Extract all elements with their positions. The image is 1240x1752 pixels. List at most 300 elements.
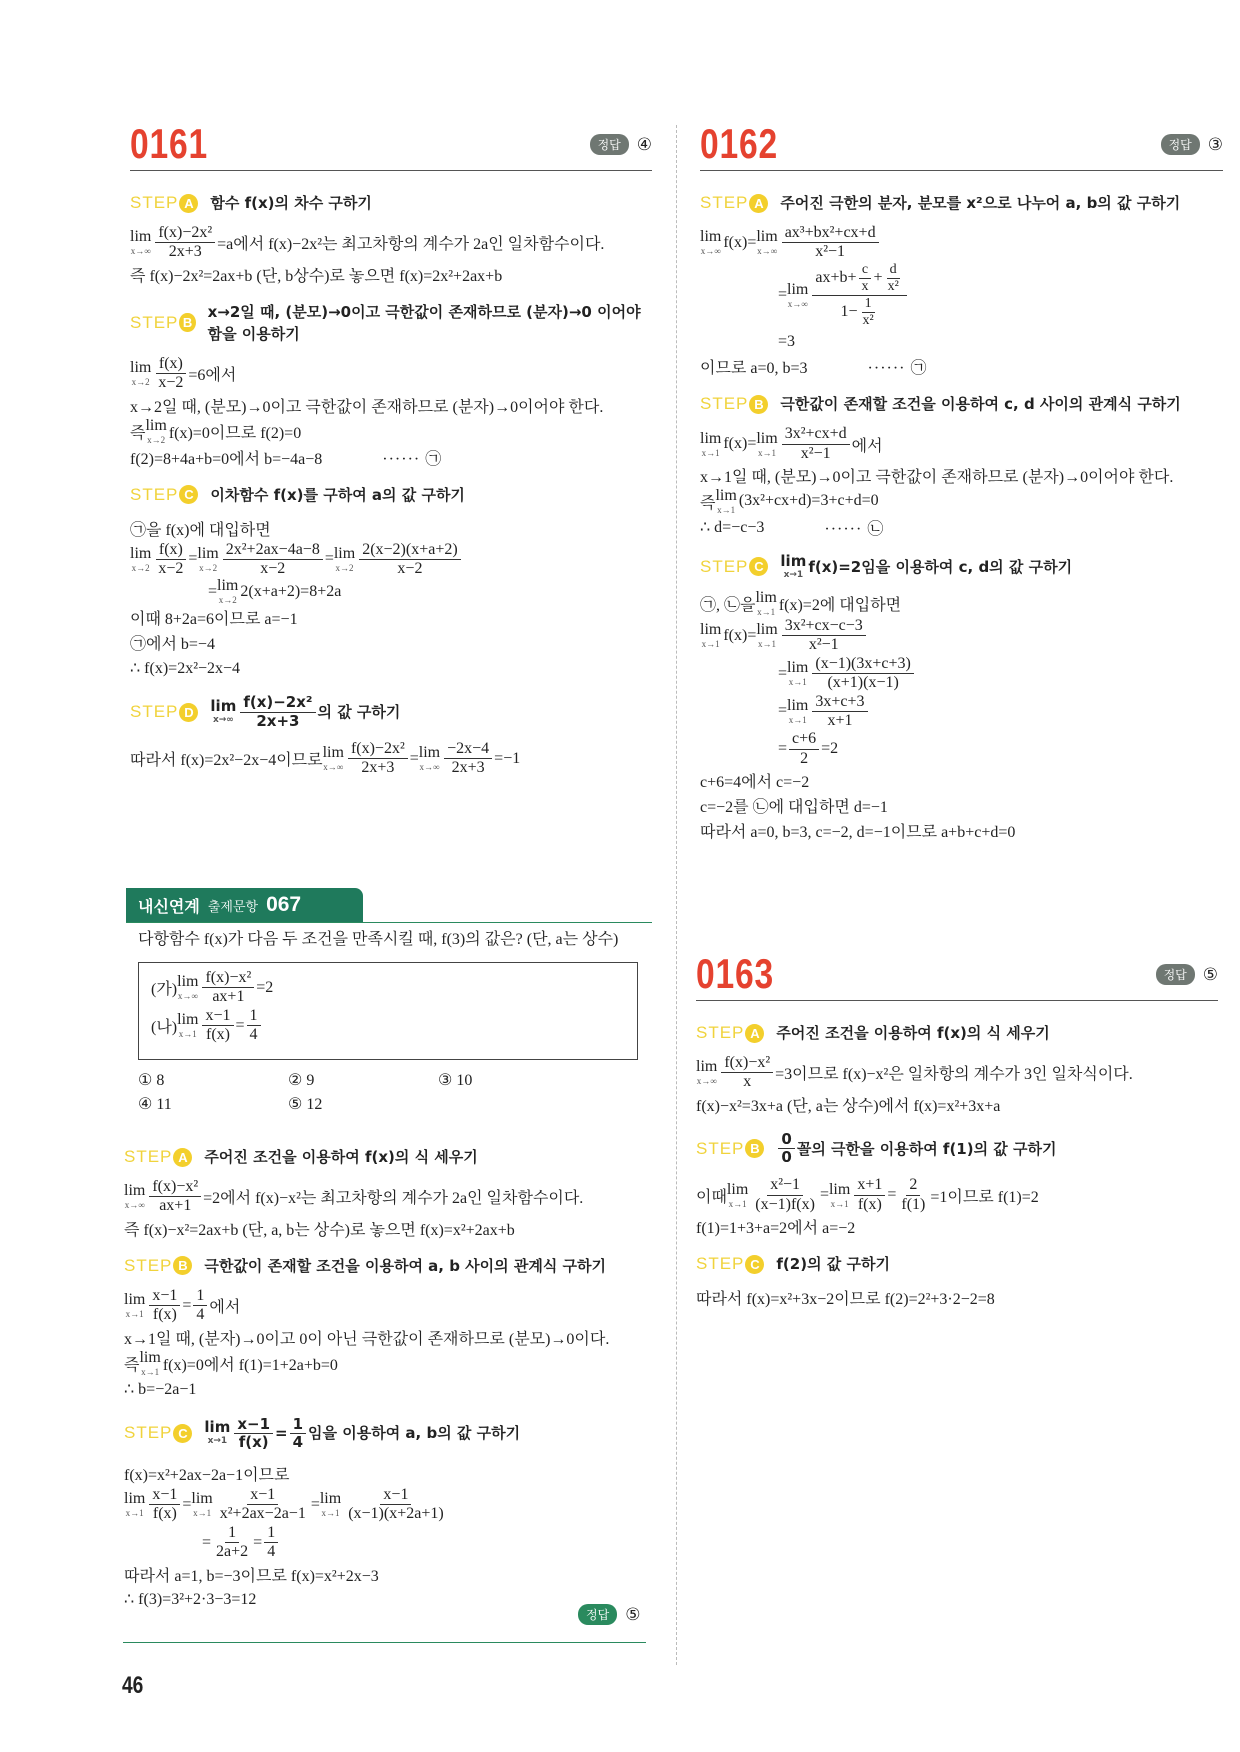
fraction bbox=[782, 617, 866, 655]
math-text: 따라서 a=1, b=−3이므로 f(x)=x²+2x−3 bbox=[124, 1567, 379, 1585]
limit-subscript: x→1 bbox=[830, 1198, 849, 1209]
math-text: ㉠에서 b=−4 bbox=[130, 636, 215, 654]
step-header bbox=[130, 192, 660, 214]
denominator bbox=[898, 1196, 928, 1214]
math-text: 0 bbox=[781, 1129, 792, 1148]
solution-line bbox=[130, 630, 660, 655]
step-label: STEP bbox=[124, 1147, 173, 1166]
math-text: = bbox=[887, 1186, 897, 1204]
problem-number: 0162 bbox=[700, 120, 778, 167]
limit-operator bbox=[756, 622, 777, 649]
limit-subscript: x→1 bbox=[207, 1436, 228, 1447]
denominator bbox=[806, 636, 842, 654]
solution-line bbox=[130, 740, 660, 778]
numerator bbox=[782, 425, 850, 444]
math-text: f(x) bbox=[205, 1026, 230, 1044]
step-letter-badge: C bbox=[179, 485, 198, 504]
denominator bbox=[824, 674, 901, 692]
numerator bbox=[380, 1486, 411, 1505]
limit-operator bbox=[787, 660, 808, 687]
limit-operator bbox=[130, 229, 151, 256]
limit-operator bbox=[334, 546, 355, 573]
math-text: f(x) bbox=[152, 1505, 177, 1523]
step-label: STEP bbox=[124, 1255, 173, 1275]
limit-subscript: x→∞ bbox=[323, 762, 344, 773]
lim-label: lim bbox=[130, 228, 152, 246]
limit-operator bbox=[130, 546, 151, 573]
step-letter-badge: B bbox=[745, 1139, 764, 1158]
limit-subscript: x→1 bbox=[321, 1508, 340, 1519]
math-text: (가) bbox=[151, 981, 178, 999]
math-text: + bbox=[873, 269, 883, 287]
math-text: ∴ d=−c−3 bbox=[700, 519, 765, 537]
math-text: c bbox=[861, 261, 869, 277]
fraction bbox=[240, 694, 315, 730]
fraction bbox=[812, 693, 867, 731]
step-title bbox=[208, 301, 660, 345]
math-text: d bbox=[889, 261, 897, 277]
limit-operator bbox=[756, 229, 777, 256]
answer-value: ③ bbox=[1207, 134, 1223, 154]
step-label: STEP bbox=[700, 193, 749, 212]
numerator bbox=[359, 541, 460, 560]
math-text: f(x)−2x² bbox=[158, 224, 213, 241]
numerator bbox=[721, 1054, 773, 1073]
answer-label: 정답 bbox=[578, 1604, 617, 1625]
limit-operator bbox=[191, 1491, 212, 1518]
solution-line bbox=[700, 617, 1230, 655]
solution-line bbox=[130, 418, 660, 445]
denominator bbox=[859, 313, 876, 329]
numerator bbox=[234, 1416, 273, 1434]
step-header bbox=[124, 1146, 654, 1168]
banner-number: 067 bbox=[266, 893, 302, 916]
problem-header-0162 bbox=[700, 120, 1223, 171]
math-text: 4 bbox=[292, 1432, 304, 1451]
lim-label: lim bbox=[780, 551, 807, 570]
fraction bbox=[290, 1416, 306, 1452]
math-text: x→2일 때, (분모)→0이고 극한값이 존재하므로 (분자)→0이어야 한다. bbox=[130, 398, 604, 416]
step-label: STEP bbox=[696, 1138, 745, 1158]
math-text: 2 bbox=[800, 749, 809, 767]
answer-value: ④ bbox=[636, 134, 652, 154]
fraction bbox=[213, 1524, 251, 1562]
step-letter-badge: B bbox=[749, 395, 768, 414]
math-text: 3x²+cx+d bbox=[784, 425, 847, 443]
math-text: x→1일 때, (분모)→0이고 극한값이 존재하므로 (분자)→0이어야 한다. bbox=[700, 468, 1174, 486]
limit-subscript: x→1 bbox=[758, 639, 777, 650]
solution-line bbox=[700, 793, 1230, 818]
numerator bbox=[862, 296, 875, 313]
math-text: ax+b+ bbox=[815, 269, 857, 287]
answer-badge bbox=[590, 134, 652, 155]
numerator bbox=[290, 1416, 306, 1434]
step-title bbox=[204, 1146, 477, 1168]
limit-subscript: x→1 bbox=[125, 1508, 144, 1519]
step-label: STEP bbox=[700, 556, 749, 576]
column-divider bbox=[676, 125, 677, 1665]
fraction bbox=[155, 541, 186, 579]
limit-operator bbox=[204, 1420, 230, 1446]
denominator bbox=[837, 296, 881, 329]
fraction bbox=[854, 1176, 885, 1214]
math-text: x−1 bbox=[383, 1486, 409, 1504]
limit-subscript: x→∞ bbox=[757, 246, 777, 257]
answer-value: ⑤ bbox=[625, 1604, 641, 1624]
lim-label: lim bbox=[333, 544, 356, 562]
math-text: x−1 bbox=[152, 1486, 178, 1504]
math-text: ㉠, ㉡을 bbox=[700, 596, 756, 614]
step-header bbox=[696, 1131, 1226, 1167]
solution-line bbox=[124, 1350, 654, 1377]
related-problem-banner bbox=[126, 888, 652, 923]
condition-line bbox=[151, 1007, 625, 1045]
limit-subscript: x→1 bbox=[125, 1309, 144, 1320]
math-text: x²−1 bbox=[770, 1176, 801, 1194]
limit-operator bbox=[177, 974, 198, 1001]
lim-label: lim bbox=[177, 973, 199, 991]
bottom-divider bbox=[123, 1642, 646, 1643]
math-text: f(x)=0이므로 f(2)=0 bbox=[168, 424, 302, 442]
denominator bbox=[290, 1434, 306, 1451]
math-text: = bbox=[202, 1533, 212, 1551]
numerator bbox=[782, 224, 879, 243]
math-text: x→2일 때, (분모)→0이고 극한값이 존재하므로 (분자)→0 이어야 함을 이용하기 bbox=[207, 302, 641, 343]
limit-operator bbox=[780, 551, 807, 580]
math-text: 이때 8+2a=6이므로 a=−1 bbox=[130, 611, 298, 629]
denominator bbox=[209, 988, 247, 1006]
solution-line bbox=[696, 1176, 1226, 1214]
lim-label: lim bbox=[756, 228, 778, 246]
denominator bbox=[740, 1073, 754, 1091]
math-text: = bbox=[182, 1495, 192, 1513]
fraction bbox=[859, 262, 872, 295]
math-text: c+6 bbox=[792, 730, 817, 748]
solution-line bbox=[700, 488, 1230, 515]
answer-choice: ② 9 bbox=[288, 1072, 315, 1089]
step-letter-badge: A bbox=[745, 1024, 764, 1043]
math-text: f(x)=x²+2ax−2a−1이므로 bbox=[124, 1467, 290, 1485]
solution-line bbox=[700, 262, 1230, 329]
numerator bbox=[149, 1178, 201, 1197]
answer-choice: ③ 10 bbox=[438, 1072, 473, 1089]
answer-label: 정답 bbox=[1156, 964, 1195, 985]
step-letter-badge: C bbox=[173, 1424, 192, 1443]
step-label: STEP bbox=[130, 484, 179, 504]
denominator bbox=[859, 279, 872, 295]
math-text: 4 bbox=[196, 1306, 205, 1324]
lim-label: lim bbox=[124, 1490, 146, 1508]
limit-subscript: x→∞ bbox=[787, 298, 808, 309]
step-letter-badge: A bbox=[749, 194, 768, 213]
math-text: −2x−4 bbox=[447, 739, 490, 757]
fraction bbox=[812, 262, 906, 329]
limit-subscript: x→1 bbox=[717, 504, 736, 515]
limit-subscript: x→2 bbox=[335, 562, 354, 573]
denominator bbox=[812, 243, 848, 261]
step-title bbox=[204, 1416, 520, 1452]
lim-label: lim bbox=[755, 588, 777, 606]
limit-subscript: x→∞ bbox=[419, 762, 440, 773]
math-text: (x−1)(x+2a+1) bbox=[348, 1505, 444, 1523]
step-title bbox=[780, 393, 1180, 415]
problem-header-0161 bbox=[130, 120, 652, 171]
math-text: 4 bbox=[267, 1543, 276, 1561]
limit-subscript: x→∞ bbox=[212, 715, 234, 726]
limit-subscript: x→∞ bbox=[130, 246, 151, 257]
math-text: f(x)−x² bbox=[205, 969, 252, 986]
numerator bbox=[906, 1176, 920, 1195]
numerator bbox=[782, 617, 866, 636]
math-text: f(x)−x² bbox=[724, 1054, 771, 1071]
denominator bbox=[213, 1543, 251, 1561]
math-text: 1 bbox=[267, 1523, 276, 1541]
solution-line bbox=[696, 1092, 1226, 1117]
denominator bbox=[345, 1505, 446, 1523]
math-text: = bbox=[188, 550, 198, 568]
lim-label: lim bbox=[139, 1348, 161, 1366]
solution-0162 bbox=[700, 178, 1230, 843]
denominator bbox=[253, 713, 302, 730]
step-title bbox=[204, 1255, 606, 1277]
problem-number: 0161 bbox=[130, 120, 208, 167]
denominator bbox=[752, 1196, 818, 1214]
step-letter-badge: C bbox=[749, 557, 768, 576]
math-text: 2a+2 bbox=[216, 1543, 249, 1561]
math-text: = bbox=[409, 749, 419, 767]
solution-line bbox=[130, 605, 660, 630]
numerator bbox=[247, 1486, 278, 1505]
fraction bbox=[778, 1131, 794, 1167]
math-text: 2(x+a+2)=8+2a bbox=[240, 582, 342, 600]
math-text: 이므로 a=0, b=3 bbox=[700, 360, 808, 378]
numerator bbox=[155, 224, 215, 243]
step-title bbox=[210, 192, 372, 214]
fraction bbox=[149, 1287, 180, 1325]
math-text: (나) bbox=[151, 1019, 178, 1037]
math-text: = bbox=[253, 1533, 263, 1551]
solution-line bbox=[124, 1524, 654, 1562]
math-text: f(x)−x²=3x+a (단, a는 상수)에서 f(x)=x²+3x+a bbox=[696, 1097, 1001, 1115]
math-text: =2에서 f(x)−x²는 최고차항의 계수가 2a인 일차함수이다. bbox=[203, 1190, 584, 1208]
limit-operator bbox=[756, 431, 777, 458]
solution-line bbox=[130, 262, 660, 287]
fraction bbox=[149, 1178, 201, 1216]
step-title bbox=[776, 1131, 1056, 1167]
solution-line bbox=[696, 1214, 1226, 1239]
denominator bbox=[264, 1543, 278, 1561]
limit-subscript: x→2 bbox=[131, 377, 150, 388]
numerator bbox=[348, 740, 408, 759]
math-text: = bbox=[324, 550, 334, 568]
step-header bbox=[696, 1022, 1226, 1044]
denominator bbox=[257, 560, 288, 578]
denominator bbox=[797, 750, 811, 768]
solution-line bbox=[700, 590, 1230, 617]
limit-operator bbox=[755, 590, 776, 617]
fraction bbox=[193, 1287, 207, 1325]
limit-operator bbox=[124, 1491, 145, 1518]
math-text: =−1 bbox=[494, 749, 521, 767]
math-text: =a에서 f(x)−2x²는 최고차항의 계수가 2a인 일차함수이다. bbox=[217, 236, 605, 254]
math-text: f(1)=1+3+a=2에서 a=−2 bbox=[696, 1220, 856, 1238]
math-text: ax³+bx²+cx+d bbox=[784, 224, 876, 241]
fraction bbox=[149, 1486, 180, 1524]
limit-operator bbox=[139, 1350, 160, 1377]
limit-operator bbox=[787, 282, 808, 309]
math-text: = bbox=[310, 1495, 320, 1513]
math-text: ax+1 bbox=[159, 1197, 192, 1215]
math-text: f(1) bbox=[901, 1195, 926, 1213]
limit-subscript: x→∞ bbox=[124, 1200, 145, 1211]
limit-subscript: x→∞ bbox=[696, 1076, 717, 1087]
math-text: 꼴의 극한을 이용하여 f(1)의 값 구하기 bbox=[796, 1139, 1057, 1158]
denominator bbox=[150, 1505, 180, 1523]
lim-label: lim bbox=[828, 1180, 851, 1198]
math-text: f(x)=2임을 이용하여 c, d의 값 구하기 bbox=[808, 557, 1073, 576]
fraction bbox=[444, 740, 492, 778]
step-header bbox=[700, 393, 1230, 415]
math-text: 주어진 극한의 분자, 분모를 x²으로 나누어 a, b의 값 구하기 bbox=[780, 194, 1181, 212]
math-text: (x−1)f(x) bbox=[755, 1195, 815, 1213]
math-text: f(x)= bbox=[723, 233, 757, 251]
lim-label: lim bbox=[726, 1180, 749, 1198]
numerator bbox=[778, 1131, 794, 1149]
lim-label: lim bbox=[177, 1011, 199, 1029]
math-text: 에서 bbox=[851, 437, 883, 455]
lim-label: lim bbox=[696, 1058, 718, 1076]
numerator bbox=[149, 1486, 180, 1505]
math-text: x+1 bbox=[827, 711, 853, 729]
solution-line bbox=[700, 224, 1230, 262]
math-text: = bbox=[182, 1296, 192, 1314]
step-letter-badge: A bbox=[179, 194, 198, 213]
math-text: 1 bbox=[292, 1414, 304, 1433]
lim-label: lim bbox=[124, 1182, 146, 1200]
math-text: 즉 f(x)−x²=2ax+b (단, a, b는 상수)로 놓으면 f(x)=x²+2ax+b bbox=[124, 1221, 515, 1239]
limit-operator bbox=[217, 578, 238, 605]
fraction bbox=[217, 1486, 309, 1524]
limit-operator bbox=[700, 229, 721, 256]
step-letter-badge: D bbox=[179, 703, 198, 722]
math-text: =2 bbox=[256, 978, 274, 996]
numerator bbox=[812, 262, 906, 296]
step-label: STEP bbox=[124, 1423, 173, 1443]
answer-label: 정답 bbox=[1161, 134, 1200, 155]
math-text: =3이므로 f(x)−x²은 일차항의 계수가 3인 일차식이다. bbox=[775, 1066, 1133, 1084]
step-title bbox=[210, 694, 400, 730]
limit-operator bbox=[130, 360, 151, 387]
math-text: (x+1)(x−1) bbox=[827, 674, 899, 692]
lim-label: lim bbox=[787, 659, 809, 677]
solution-line bbox=[696, 1285, 1226, 1310]
numerator bbox=[854, 1176, 885, 1195]
numerator bbox=[202, 1007, 233, 1026]
fraction bbox=[155, 355, 186, 393]
fraction bbox=[234, 1416, 273, 1452]
numerator bbox=[240, 694, 315, 712]
solution-line bbox=[700, 693, 1230, 731]
numerator bbox=[156, 541, 186, 560]
denominator bbox=[778, 1149, 794, 1166]
step-letter-badge: B bbox=[179, 313, 195, 332]
numerator bbox=[812, 655, 913, 674]
math-text: 1 bbox=[228, 1523, 237, 1541]
limit-subscript: x→1 bbox=[788, 714, 807, 725]
step-title bbox=[776, 1022, 1049, 1044]
solution-line bbox=[700, 354, 1230, 379]
math-text: 4 bbox=[249, 1026, 258, 1044]
solution-line bbox=[700, 425, 1230, 463]
step-label: STEP bbox=[700, 394, 749, 414]
solution-line bbox=[700, 655, 1230, 693]
math-text: x² bbox=[887, 278, 899, 294]
math-text: 즉 bbox=[130, 424, 146, 442]
step-title bbox=[780, 551, 1073, 580]
limit-subscript: x→1 bbox=[701, 447, 720, 458]
limit-subscript: x→1 bbox=[193, 1508, 212, 1519]
step-header bbox=[700, 192, 1230, 214]
math-text: 2(x−2)(x+a+2) bbox=[362, 540, 458, 558]
limit-subscript: x→∞ bbox=[700, 246, 721, 257]
math-text: = bbox=[235, 1016, 245, 1034]
math-text: ax+1 bbox=[212, 988, 245, 1006]
math-text: x bbox=[743, 1073, 752, 1091]
answer-value: ⑤ bbox=[1202, 964, 1218, 984]
solution-line bbox=[124, 1178, 654, 1216]
math-text: =1이므로 f(1)=2 bbox=[930, 1188, 1039, 1206]
lim-label: lim bbox=[191, 1490, 213, 1508]
math-text: f(x) bbox=[158, 354, 183, 372]
math-text: 1 bbox=[864, 295, 872, 311]
solution-line bbox=[130, 224, 660, 262]
step-label: STEP bbox=[130, 312, 179, 332]
math-text: 이때 bbox=[696, 1188, 727, 1206]
question-text: 다항함수 f(x)가 다음 두 조건을 만족시킬 때, f(3)의 값은? (단, a는 상수) bbox=[138, 931, 619, 948]
limit-operator bbox=[787, 698, 808, 725]
solution-line bbox=[700, 730, 1230, 768]
step-title bbox=[210, 484, 465, 506]
numerator bbox=[225, 1524, 239, 1543]
math-text: 주어진 조건을 이용하여 f(x)의 식 세우기 bbox=[776, 1024, 1050, 1042]
math-text: 2x²+2ax−4a−8 bbox=[225, 540, 320, 558]
step-label: STEP bbox=[130, 193, 179, 212]
math-text: 따라서 f(x)=2x²−2x−4이므로 bbox=[130, 752, 323, 770]
limit-subscript: x→1 bbox=[788, 677, 807, 688]
math-text: 2 bbox=[909, 1176, 918, 1194]
limit-subscript: x→1 bbox=[701, 639, 720, 650]
limit-operator bbox=[829, 1182, 850, 1209]
denominator bbox=[156, 1197, 194, 1215]
solution-line bbox=[124, 1562, 654, 1587]
solution-related bbox=[124, 1132, 654, 1612]
numerator bbox=[812, 693, 867, 712]
fraction bbox=[202, 1007, 233, 1045]
math-text: f(x)−2x² bbox=[243, 693, 313, 712]
step-header bbox=[696, 1253, 1226, 1275]
math-text: 따라서 f(x)=x²+3x−2이므로 f(2)=2²+3·2−2=8 bbox=[696, 1291, 995, 1309]
answer-label: 정답 bbox=[590, 134, 629, 155]
lim-label: lim bbox=[217, 577, 239, 595]
math-text: (3x²+cx+d)=3+c+d=0 bbox=[738, 492, 879, 510]
math-text: 2x+3 bbox=[168, 243, 202, 261]
denominator bbox=[449, 759, 488, 777]
step-header bbox=[124, 1416, 654, 1452]
limit-subscript: x→1 bbox=[178, 1029, 197, 1040]
numerator bbox=[156, 355, 186, 374]
related-answer-badge bbox=[578, 1604, 640, 1625]
answer-choice: ① 8 bbox=[138, 1072, 165, 1089]
